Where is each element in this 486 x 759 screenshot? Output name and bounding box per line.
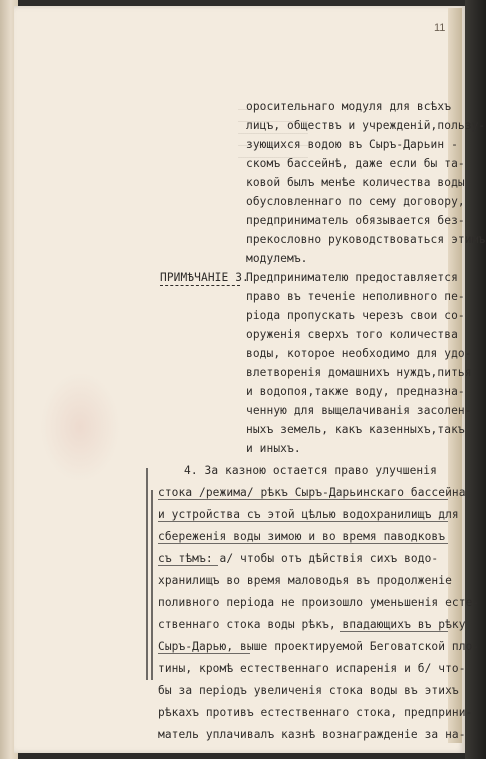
text-line: ныхъ земель, какъ казенныхъ,такъ	[246, 423, 465, 436]
page-number: 11	[434, 22, 446, 34]
text-line: ріода пропускать черезъ свои со-	[246, 309, 465, 322]
text-line: Сыръ-Дарью, выше проектируемой Беговатской пло-	[158, 640, 480, 653]
text-line: Предпринимателю предоставляется	[246, 271, 458, 284]
text-line: ковой былъ менѣе количества воды	[246, 176, 465, 189]
text-line: рѣкахъ противъ естественнаго стока, предприни-	[158, 706, 473, 719]
text-line: обусловленнаго по сему договору,	[246, 195, 465, 208]
text-line: матель уплачивалъ казнѣ вознагражденіе за на-	[158, 728, 466, 741]
pencil-underline	[158, 653, 250, 654]
pencil-underline	[158, 521, 448, 522]
text-line: сбереженія воды зимою и во время паводковъ	[158, 530, 446, 543]
pencil-margin-bracket	[151, 490, 153, 680]
text-line: бы за періодъ увеличенія стока воды въ этихъ	[158, 684, 459, 697]
note-heading-underline	[160, 285, 240, 286]
text-line: предприниматель обязывается без-	[246, 214, 465, 227]
pencil-underline	[158, 565, 218, 566]
text-line: и устройства съ этой цѣлью водохранилищъ для	[158, 508, 459, 521]
text-line: прекословно руководствоваться этимъ	[246, 233, 486, 246]
text-line: ченную для выщелачиванія засолен-	[246, 404, 472, 417]
text-line: оросительнаго модуля для всѣхъ	[246, 100, 452, 113]
note-heading: ПРИМѢЧАНІЕ 3.	[160, 271, 249, 284]
text-line: 4. За казною остается право улучшенія	[184, 464, 437, 477]
text-line: воды, которое необходимо для удо-	[246, 347, 472, 360]
text-line: право въ теченіе неполивного пе-	[246, 290, 465, 303]
text-line: ственнаго стока воды рѣкъ, впадающихъ въ рѣку	[158, 618, 466, 631]
text-line: поливного періода не произошло уменьшенія есте-	[158, 596, 480, 609]
text-line: модулемъ.	[246, 252, 308, 265]
pencil-underline	[158, 543, 448, 544]
text-line: зующихся водою въ Сыръ-Дарьин -	[246, 138, 458, 151]
text-line: стока /режима/ рѣкъ Сыръ-Дарьинскаго бассейна	[158, 486, 466, 499]
text-line: тины, кромѣ естественнаго испаренія и б/ что-	[158, 662, 466, 675]
pencil-underline	[158, 499, 448, 500]
text-line: хранилищъ во время маловодья въ продолженіе	[158, 574, 452, 587]
text-line: и водопоя,также воду, предназна-	[246, 385, 465, 398]
text-line: оруженія сверхъ того количества	[246, 328, 458, 341]
pencil-underline	[340, 631, 448, 632]
text-line: и иныхъ.	[246, 442, 301, 455]
pencil-margin-bracket	[146, 468, 148, 680]
text-line: лицъ, обществъ и учрежденій,пользу-	[246, 119, 486, 132]
text-line: скомъ бассейнѣ, даже если бы та-	[246, 157, 465, 170]
text-line: влетворенія домашнихъ нуждъ,питья	[246, 366, 472, 379]
text-line: съ тѣмъ: а/ чтобы отъ дѣйствія сихъ водо-	[158, 552, 439, 565]
